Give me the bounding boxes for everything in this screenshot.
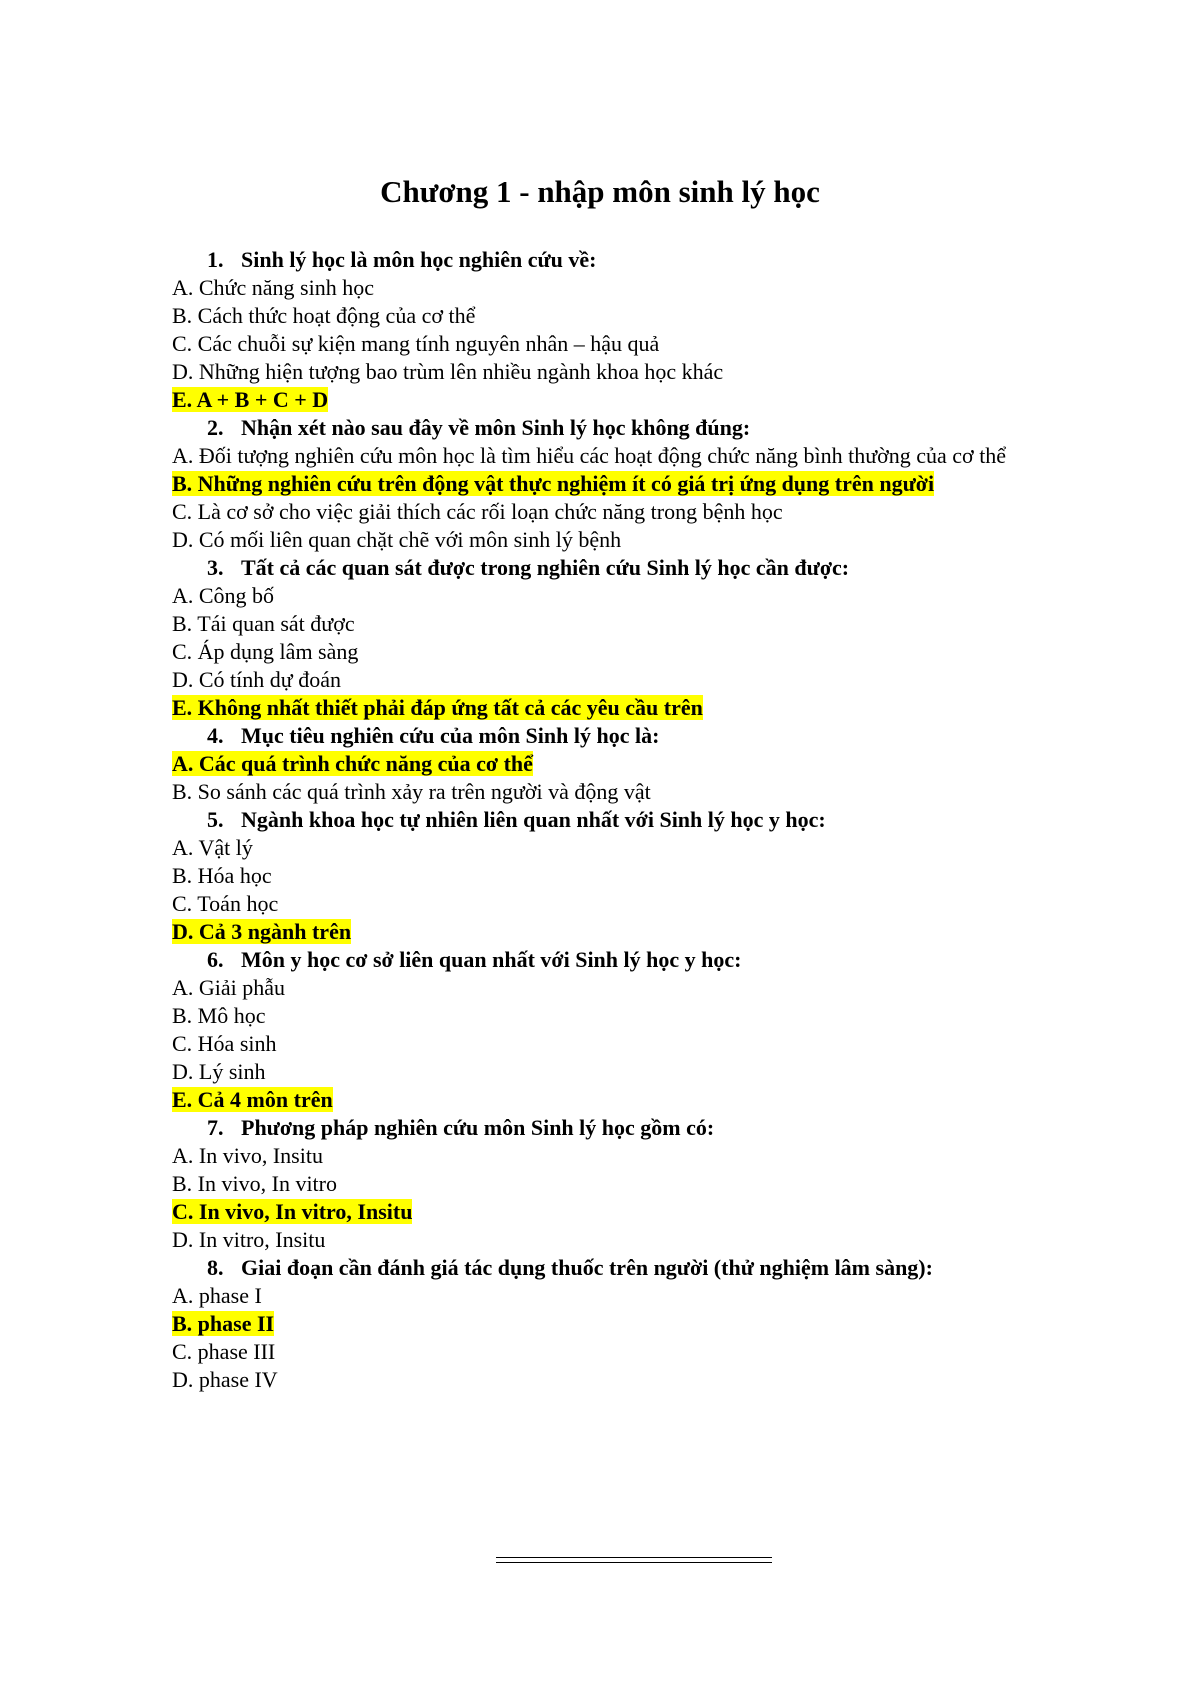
answer-highlight: E. Cả 4 môn trên	[172, 1087, 333, 1112]
question-number: 7.	[207, 1115, 224, 1140]
question-8	[172, 1254, 1072, 1282]
question-1	[172, 246, 1072, 274]
question-text: Môn y học cơ sở liên quan nhất với Sinh lý học y học:	[241, 947, 742, 972]
question-5	[172, 806, 1072, 834]
option-7d: D. In vitro, Insitu	[172, 1227, 326, 1252]
page-title: Chương 1 - nhập môn sinh lý học	[380, 174, 820, 209]
option-8b-correct	[172, 1310, 1072, 1338]
question-list	[172, 246, 1072, 1394]
question-text: Giai đoạn cần đánh giá tác dụng thuốc trên người (thử nghiệm lâm sàng):	[241, 1255, 933, 1280]
answer-highlight: D. Cả 3 ngành trên	[172, 919, 352, 944]
question-4	[172, 722, 1072, 750]
question-number: 3.	[207, 555, 224, 580]
option-8c: C. phase III	[172, 1339, 276, 1364]
question-text: Nhận xét nào sau đây về môn Sinh lý học không đúng:	[241, 415, 751, 440]
option-6d: D. Lý sinh	[172, 1059, 266, 1084]
option-4a-correct	[172, 750, 1072, 778]
option-5a: A. Vật lý	[172, 835, 253, 860]
question-6	[172, 946, 1072, 974]
question-text: Ngành khoa học tự nhiên liên quan nhất với Sinh lý học y học:	[241, 807, 826, 832]
option-8d: D. phase IV	[172, 1367, 278, 1392]
option-1d: D. Những hiện tượng bao trùm lên nhiều ngành khoa học khác	[172, 359, 724, 384]
answer-highlight: A. Các quá trình chức năng của cơ thể	[172, 751, 533, 776]
question-text: Sinh lý học là môn học nghiên cứu về:	[241, 247, 597, 272]
option-6a: A. Giải phẫu	[172, 975, 286, 1000]
question-text: Phương pháp nghiên cứu môn Sinh lý học gồm có:	[241, 1115, 715, 1140]
option-3e-correct	[172, 694, 1072, 722]
answer-highlight: B. phase II	[172, 1311, 275, 1336]
option-7c-correct	[172, 1198, 1072, 1226]
option-2d: D. Có mối liên quan chặt chẽ với môn sinh lý bệnh	[172, 527, 622, 552]
option-2a: A. Đối tượng nghiên cứu môn học là tìm hiểu các hoạt động chức năng bình thường của cơ thể	[172, 443, 1007, 468]
option-3a: A. Công bố	[172, 583, 275, 608]
answer-highlight: B. Những nghiên cứu trên động vật thực nghiệm ít có giá trị ứng dụng trên người	[172, 471, 935, 496]
option-4b: B. So sánh các quá trình xảy ra trên người và động vật	[172, 779, 651, 804]
option-5b: B. Hóa học	[172, 863, 272, 888]
option-2b-correct	[172, 470, 1072, 498]
option-1e-correct	[172, 386, 1072, 414]
answer-highlight: E. Không nhất thiết phải đáp ứng tất cả các yêu cầu trên	[172, 695, 703, 720]
question-number: 5.	[207, 807, 224, 832]
option-8a: A. phase I	[172, 1283, 262, 1308]
option-5d-correct	[172, 918, 1072, 946]
footer-double-rule-bottom	[496, 1562, 772, 1563]
option-6b: B. Mô học	[172, 1003, 266, 1028]
question-text: Tất cả các quan sát được trong nghiên cứu Sinh lý học cần được:	[241, 555, 850, 580]
question-number: 8.	[207, 1255, 224, 1280]
question-2	[172, 414, 1072, 442]
option-1c: C. Các chuỗi sự kiện mang tính nguyên nhân – hậu quả	[172, 331, 660, 356]
answer-highlight: C. In vivo, In vitro, Insitu	[172, 1199, 413, 1224]
question-7	[172, 1114, 1072, 1142]
question-number: 6.	[207, 947, 224, 972]
option-7a: A. In vivo, Insitu	[172, 1143, 323, 1168]
option-7b: B. In vivo, In vitro	[172, 1171, 337, 1196]
option-1a: A. Chức năng sinh học	[172, 275, 374, 300]
option-1b: B. Cách thức hoạt động của cơ thể	[172, 303, 476, 328]
option-6c: C. Hóa sinh	[172, 1031, 277, 1056]
question-3	[172, 554, 1072, 582]
question-text: Mục tiêu nghiên cứu của môn Sinh lý học là:	[241, 723, 660, 748]
question-number: 1.	[207, 247, 224, 272]
option-3c: C. Áp dụng lâm sàng	[172, 639, 359, 664]
answer-highlight: E. A + B + C + D	[172, 387, 329, 412]
option-2c: C. Là cơ sở cho việc giải thích các rối loạn chức năng trong bệnh học	[172, 499, 783, 524]
option-5c: C. Toán học	[172, 891, 279, 916]
footer-double-rule-top	[496, 1557, 772, 1558]
option-3d: D. Có tính dự đoán	[172, 667, 341, 692]
option-3b: B. Tái quan sát được	[172, 611, 355, 636]
question-number: 4.	[207, 723, 224, 748]
option-6e-correct	[172, 1086, 1072, 1114]
question-number: 2.	[207, 415, 224, 440]
